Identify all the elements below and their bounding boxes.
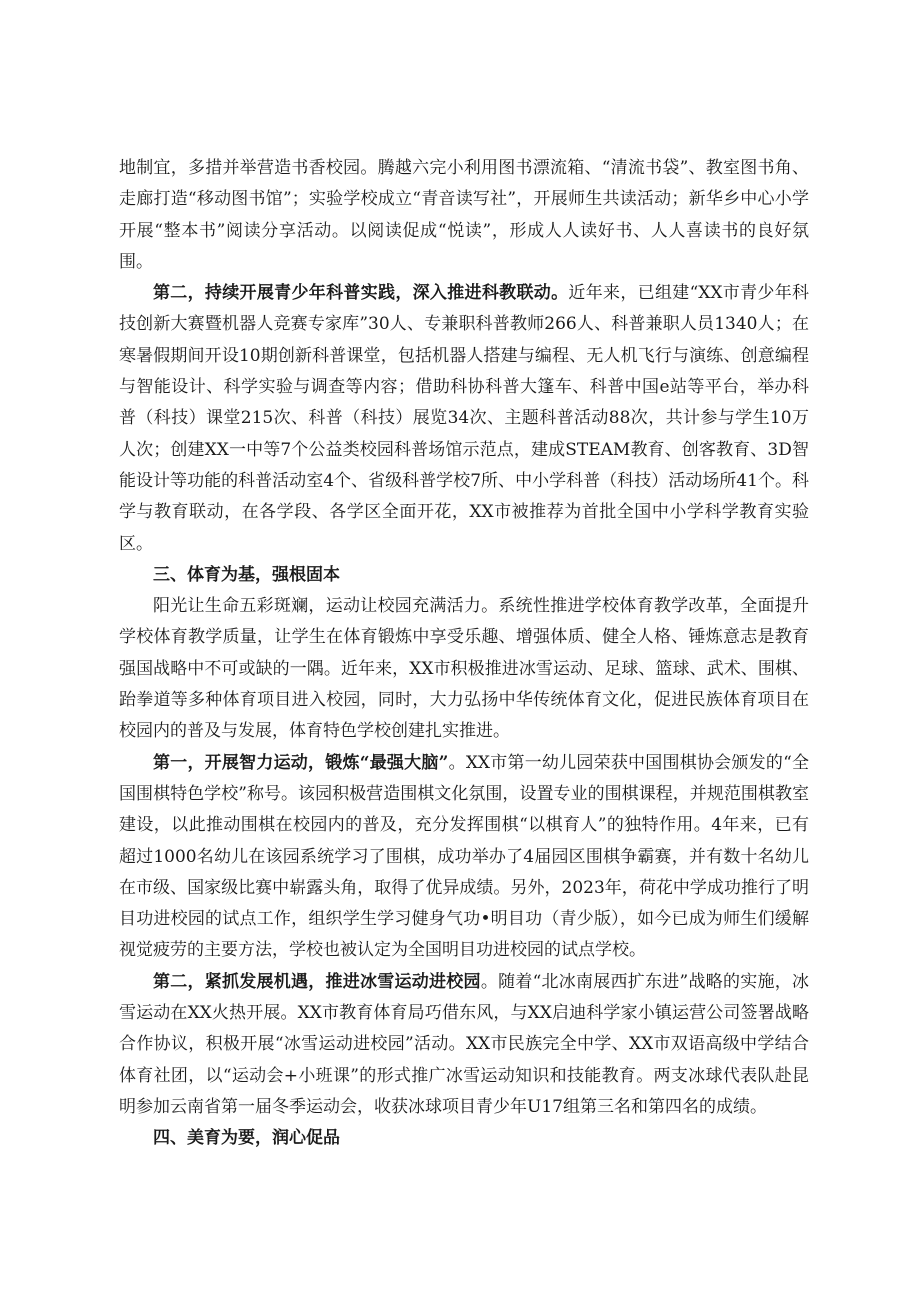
paragraph-text-science: 近年来，已组建“XX市青少年科技创新大赛暨机器人竞赛专家库”30人、专兼职科普教师266人、科普兼职人员1340人；在寒暑假期间开设10期创新科普课堂，包括机器人搭建与编程、无人机飞行与演练、创意编程与智能设计、科学实验与调查等内容；借助科协科普大篷车、科普中国e站等平台，举办科普（科技）课堂215次、科普（科技）展览34次、主题科普活动88次，共计参与学生10万人次；创建XX一中等7个公益类校园科普场馆示范点，建成STEAM教育、创客教育、3D智能设计等功能的科普活动室4个、省级科普学校7所、中小学科普（科技）活动场所41个。科学与教育联动，在各学段、各学区全面开花，XX市被推荐为首批全国中小学科学教育实验区。 bbox=[119, 283, 809, 554]
paragraph-sports-intro: 阳光让生命五彩斑斓，运动让校园充满活力。系统性推进学校体育教学改革，全面提升学校体育教学质量，让学生在体育锻炼中享受乐趣、增强体质、健全人格、锤炼意志是教育强国战略中不可或缺的一隅。近年来，XX市积极推进冰雪运动、足球、篮球、武术、围棋、跆拳道等多种体育项目进入校园，同时，大力弘扬中华传统体育文化，促进民族体育项目在校园内的普及与发展，体育特色学校创建扎实推进。 bbox=[119, 596, 809, 742]
paragraph-science-practice bbox=[119, 278, 809, 560]
paragraph-text-ice-snow: 。随着“北冰南展西扩东进”战略的实施，冰雪运动在XX火热开展。XX市教育体育局巧借东风，与XX启迪科学家小镇运营公司签署战略合作协议，积极开展“冰雪运动进校园”活动。XX市民族完全中学、XX市双语高级中学结合体育社团，以“运动会+小班课”的形式推广冰雪运动知识和技能教育。两支冰球代表队赴昆明参加云南省第一届冬季运动会，收获冰球项目青少年U17组第三名和第四名的成绩。 bbox=[119, 971, 809, 1117]
section-heading-aesthetics: 四、美育为要，润心促品 bbox=[153, 1128, 340, 1149]
paragraph-lead-science: 第二，持续开展青少年科普实践，深入推进科教联动。 bbox=[153, 283, 569, 304]
document-body bbox=[119, 153, 809, 1155]
paragraph-lead-ice-snow: 第二，紧抓发展机遇，推进冰雪运动进校园 bbox=[153, 971, 481, 992]
paragraph-ice-snow bbox=[119, 967, 809, 1123]
paragraph-reading-campus: 地制宜，多措并举营造书香校园。腾越六完小利用图书漂流箱、“清流书袋”、教室图书角、走廊打造“移动图书馆”；实验学校成立“青音读写社”，开展师生共读活动；新华乡中心小学开展“整本书”阅读分享活动。以阅读促成“悦读”，形成人人读好书、人人喜读书的良好氛围。 bbox=[119, 158, 809, 272]
section-heading-sports: 三、体育为基，强根固本 bbox=[153, 564, 340, 585]
paragraph-text-mind-sports: 。XX市第一幼儿园荣获中国围棋协会颁发的“全国围棋特色学校”称号。该园积极营造围棋文化氛围，设置专业的围棋课程，并规范围棋教室建设，以此推动围棋在校园内的普及，充分发挥围棋“以棋育人”的独特作用。4年来，已有超过1000名幼儿在该园系统学习了围棋，成功举办了4届园区围棋争霸赛，并有数十名幼儿在市级、国家级比赛中崭露头角，取得了优异成绩。另外，2023年，荷花中学成功推行了明目功进校园的试点工作，组织学生学习健身气功•明目功（青少版），如今已成为师生们缓解视觉疲劳的主要方法，学校也被认定为全国明目功进校园的试点学校。 bbox=[119, 752, 809, 961]
paragraph-lead-mind-sports: 第一，开展智力运动，锻炼“最强大脑” bbox=[153, 752, 449, 773]
paragraph-mind-sports bbox=[119, 748, 809, 967]
